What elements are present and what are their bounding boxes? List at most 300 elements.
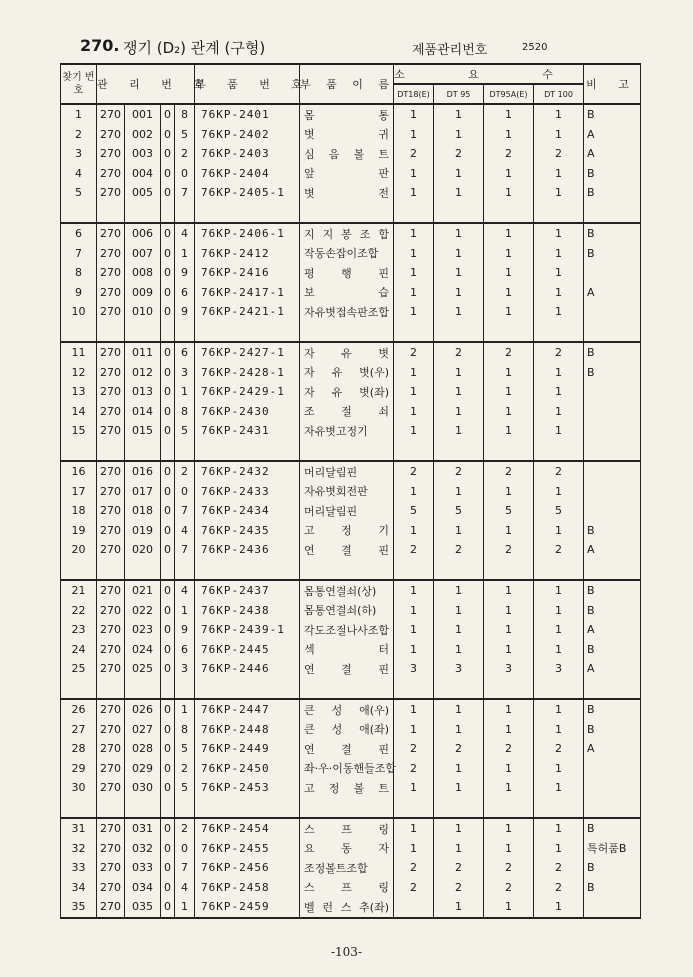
find-no: 24 xyxy=(61,640,97,660)
qty-dt18e: 2 xyxy=(394,759,434,779)
header-mgmt-no: 관 리 번 호 xyxy=(97,64,195,104)
mgmt-check: 0 xyxy=(175,839,195,859)
mgmt-serial: 002 xyxy=(125,125,161,145)
find-no: 35 xyxy=(61,897,97,918)
mgmt-zero: 0 xyxy=(161,640,175,660)
table-row xyxy=(61,601,641,621)
mgmt-zero: 0 xyxy=(161,818,175,839)
part-name: 고 정 기 xyxy=(300,521,394,541)
mgmt-serial: 030 xyxy=(125,778,161,798)
part-name: 볏 귀 xyxy=(300,125,394,145)
qty-dt18e: 1 xyxy=(394,302,434,322)
qty-dt95: 3 xyxy=(434,659,484,679)
qty-dt18e: 1 xyxy=(394,125,434,145)
qty-dt95ae: 1 xyxy=(484,482,534,502)
remark: B xyxy=(584,244,641,264)
mgmt-check: 2 xyxy=(175,461,195,482)
qty-dt100: 1 xyxy=(534,263,584,283)
mgmt-check: 1 xyxy=(175,699,195,720)
mgmt-check: 8 xyxy=(175,720,195,740)
mgmt-zero: 0 xyxy=(161,778,175,798)
part-number: 76KP-2439-1 xyxy=(195,620,300,640)
remark xyxy=(584,402,641,422)
qty-dt100: 3 xyxy=(534,659,584,679)
part-name: 고 정 볼 트 xyxy=(300,778,394,798)
find-no: 34 xyxy=(61,878,97,898)
qty-dt18e: 1 xyxy=(394,482,434,502)
mgmt-group: 270 xyxy=(97,164,125,184)
qty-dt95ae: 1 xyxy=(484,778,534,798)
qty-dt95: 1 xyxy=(434,104,484,125)
qty-dt100: 1 xyxy=(534,699,584,720)
part-number: 76KP-2429-1 xyxy=(195,382,300,402)
mgmt-group: 270 xyxy=(97,302,125,322)
table-row xyxy=(61,164,641,184)
qty-dt95ae: 2 xyxy=(484,739,534,759)
qty-dt100: 1 xyxy=(534,778,584,798)
qty-dt95: 1 xyxy=(434,382,484,402)
qty-dt95: 1 xyxy=(434,125,484,145)
qty-dt100: 1 xyxy=(534,244,584,264)
qty-dt95: 2 xyxy=(434,342,484,363)
mgmt-check: 8 xyxy=(175,104,195,125)
table-row xyxy=(61,878,641,898)
qty-dt18e: 2 xyxy=(394,342,434,363)
qty-dt95ae: 1 xyxy=(484,283,534,303)
qty-dt100: 1 xyxy=(534,421,584,441)
mgmt-check: 4 xyxy=(175,580,195,601)
qty-dt100: 1 xyxy=(534,620,584,640)
part-name: 자 유 볏 xyxy=(300,342,394,363)
qty-dt95ae: 2 xyxy=(484,540,534,560)
part-number: 76KP-2453 xyxy=(195,778,300,798)
mgmt-group: 270 xyxy=(97,878,125,898)
mgmt-serial: 031 xyxy=(125,818,161,839)
mgmt-check: 1 xyxy=(175,601,195,621)
table-body xyxy=(61,104,641,918)
mgmt-check: 9 xyxy=(175,263,195,283)
remark xyxy=(584,263,641,283)
mgmt-zero: 0 xyxy=(161,421,175,441)
qty-dt95: 1 xyxy=(434,580,484,601)
mgmt-check: 4 xyxy=(175,521,195,541)
table-row xyxy=(61,580,641,601)
mgmt-serial: 020 xyxy=(125,540,161,560)
part-name: 좌·우·이동핸들조합 xyxy=(300,759,394,779)
part-number: 76KP-2405-1 xyxy=(195,183,300,203)
qty-dt95ae: 1 xyxy=(484,839,534,859)
mgmt-serial: 012 xyxy=(125,363,161,383)
qty-dt95ae: 2 xyxy=(484,342,534,363)
mgmt-serial: 008 xyxy=(125,263,161,283)
qty-dt100: 2 xyxy=(534,878,584,898)
find-no: 17 xyxy=(61,482,97,502)
qty-dt95: 1 xyxy=(434,421,484,441)
mgmt-zero: 0 xyxy=(161,244,175,264)
remark: A xyxy=(584,620,641,640)
remark: B xyxy=(584,363,641,383)
product-mgmt-label: 제품관리번호 xyxy=(412,43,488,58)
mgmt-zero: 0 xyxy=(161,659,175,679)
table-row xyxy=(61,818,641,839)
part-number: 76KP-2427-1 xyxy=(195,342,300,363)
part-number: 76KP-2447 xyxy=(195,699,300,720)
mgmt-check: 9 xyxy=(175,620,195,640)
qty-dt95ae: 1 xyxy=(484,897,534,918)
find-no: 11 xyxy=(61,342,97,363)
qty-dt95ae: 1 xyxy=(484,580,534,601)
find-no: 4 xyxy=(61,164,97,184)
mgmt-serial: 011 xyxy=(125,342,161,363)
mgmt-serial: 025 xyxy=(125,659,161,679)
group-separator xyxy=(61,560,641,581)
mgmt-group: 270 xyxy=(97,818,125,839)
mgmt-check: 1 xyxy=(175,897,195,918)
part-name: 볏 전 xyxy=(300,183,394,203)
qty-dt100: 1 xyxy=(534,104,584,125)
mgmt-check: 3 xyxy=(175,363,195,383)
qty-dt18e: 1 xyxy=(394,283,434,303)
find-no: 30 xyxy=(61,778,97,798)
mgmt-serial: 016 xyxy=(125,461,161,482)
qty-dt95ae: 1 xyxy=(484,164,534,184)
group-separator xyxy=(61,679,641,700)
part-number: 76KP-2432 xyxy=(195,461,300,482)
qty-dt18e: 1 xyxy=(394,778,434,798)
qty-dt100: 1 xyxy=(534,580,584,601)
mgmt-serial: 013 xyxy=(125,382,161,402)
qty-dt18e: 1 xyxy=(394,839,434,859)
qty-dt95ae: 1 xyxy=(484,699,534,720)
find-no: 29 xyxy=(61,759,97,779)
remark: B xyxy=(584,720,641,740)
table-row xyxy=(61,382,641,402)
group-separator xyxy=(61,441,641,462)
mgmt-zero: 0 xyxy=(161,104,175,125)
mgmt-serial: 001 xyxy=(125,104,161,125)
remark: A xyxy=(584,125,641,145)
qty-dt95ae: 1 xyxy=(484,521,534,541)
part-number: 76KP-2428-1 xyxy=(195,363,300,383)
qty-dt18e: 1 xyxy=(394,263,434,283)
qty-dt100: 1 xyxy=(534,382,584,402)
remark: B xyxy=(584,858,641,878)
part-number: 76KP-2417-1 xyxy=(195,283,300,303)
find-no: 26 xyxy=(61,699,97,720)
qty-dt95: 2 xyxy=(434,878,484,898)
mgmt-check: 1 xyxy=(175,244,195,264)
part-number: 76KP-2434 xyxy=(195,501,300,521)
mgmt-zero: 0 xyxy=(161,540,175,560)
mgmt-zero: 0 xyxy=(161,283,175,303)
mgmt-group: 270 xyxy=(97,839,125,859)
mgmt-zero: 0 xyxy=(161,858,175,878)
mgmt-serial: 022 xyxy=(125,601,161,621)
mgmt-group: 270 xyxy=(97,104,125,125)
remark: B xyxy=(584,640,641,660)
qty-dt95: 1 xyxy=(434,640,484,660)
part-name: 조 절 쇠 xyxy=(300,402,394,422)
part-name: 보 습 xyxy=(300,283,394,303)
table-row xyxy=(61,858,641,878)
mgmt-zero: 0 xyxy=(161,363,175,383)
mgmt-check: 7 xyxy=(175,501,195,521)
table-row xyxy=(61,659,641,679)
mgmt-check: 6 xyxy=(175,342,195,363)
mgmt-group: 270 xyxy=(97,759,125,779)
table-row xyxy=(61,144,641,164)
qty-dt95ae: 1 xyxy=(484,244,534,264)
mgmt-zero: 0 xyxy=(161,620,175,640)
mgmt-group: 270 xyxy=(97,659,125,679)
qty-dt95ae: 1 xyxy=(484,302,534,322)
mgmt-check: 4 xyxy=(175,223,195,244)
qty-dt95: 1 xyxy=(434,601,484,621)
qty-dt18e: 1 xyxy=(394,164,434,184)
mgmt-check: 9 xyxy=(175,302,195,322)
qty-dt18e: 1 xyxy=(394,699,434,720)
mgmt-zero: 0 xyxy=(161,402,175,422)
mgmt-zero: 0 xyxy=(161,482,175,502)
mgmt-group: 270 xyxy=(97,620,125,640)
qty-dt95: 1 xyxy=(434,818,484,839)
qty-dt95: 1 xyxy=(434,620,484,640)
remark: A xyxy=(584,659,641,679)
part-number: 76KP-2431 xyxy=(195,421,300,441)
part-number: 76KP-2455 xyxy=(195,839,300,859)
mgmt-check: 5 xyxy=(175,778,195,798)
mgmt-serial: 032 xyxy=(125,839,161,859)
part-name: 각도조절나사조합 xyxy=(300,620,394,640)
part-number: 76KP-2430 xyxy=(195,402,300,422)
qty-dt95: 1 xyxy=(434,164,484,184)
mgmt-check: 7 xyxy=(175,540,195,560)
part-name: 스 프 링 xyxy=(300,818,394,839)
mgmt-serial: 033 xyxy=(125,858,161,878)
mgmt-group: 270 xyxy=(97,144,125,164)
mgmt-serial: 003 xyxy=(125,144,161,164)
qty-dt100: 1 xyxy=(534,720,584,740)
mgmt-zero: 0 xyxy=(161,601,175,621)
mgmt-serial: 009 xyxy=(125,283,161,303)
mgmt-serial: 029 xyxy=(125,759,161,779)
remark: B xyxy=(584,223,641,244)
part-name: 지 지 봉 조 합 xyxy=(300,223,394,244)
mgmt-serial: 006 xyxy=(125,223,161,244)
table-row xyxy=(61,699,641,720)
part-name: 연 결 핀 xyxy=(300,659,394,679)
qty-dt95ae: 1 xyxy=(484,125,534,145)
qty-dt18e: 1 xyxy=(394,244,434,264)
mgmt-group: 270 xyxy=(97,125,125,145)
remark xyxy=(584,501,641,521)
part-name: 자유볏접속판조합 xyxy=(300,302,394,322)
qty-dt95: 1 xyxy=(434,521,484,541)
qty-dt100: 2 xyxy=(534,858,584,878)
find-no: 7 xyxy=(61,244,97,264)
qty-dt95: 1 xyxy=(434,778,484,798)
part-name: 몸통연결쇠(하) xyxy=(300,601,394,621)
header-qty: 소 요 수 xyxy=(394,64,584,84)
part-name: 몸통연결쇠(상) xyxy=(300,580,394,601)
qty-dt95: 1 xyxy=(434,363,484,383)
part-number: 76KP-2454 xyxy=(195,818,300,839)
mgmt-serial: 021 xyxy=(125,580,161,601)
qty-dt18e: 1 xyxy=(394,104,434,125)
remark xyxy=(584,421,641,441)
part-number: 76KP-2459 xyxy=(195,897,300,918)
remark: A xyxy=(584,540,641,560)
group-separator xyxy=(61,203,641,224)
mgmt-zero: 0 xyxy=(161,183,175,203)
qty-dt95ae: 1 xyxy=(484,421,534,441)
mgmt-serial: 034 xyxy=(125,878,161,898)
table-row xyxy=(61,244,641,264)
remark xyxy=(584,482,641,502)
mgmt-serial: 005 xyxy=(125,183,161,203)
part-name: 심 음 볼 트 xyxy=(300,144,394,164)
remark xyxy=(584,302,641,322)
mgmt-check: 0 xyxy=(175,482,195,502)
qty-dt100: 5 xyxy=(534,501,584,521)
section-title: 쟁기 (D₂) 관계 (구형) xyxy=(123,39,266,57)
remark: B xyxy=(584,342,641,363)
part-name: 작동손잡이조합 xyxy=(300,244,394,264)
find-no: 13 xyxy=(61,382,97,402)
qty-dt95: 1 xyxy=(434,402,484,422)
find-no: 2 xyxy=(61,125,97,145)
mgmt-serial: 028 xyxy=(125,739,161,759)
mgmt-group: 270 xyxy=(97,858,125,878)
part-number: 76KP-2450 xyxy=(195,759,300,779)
qty-dt95ae: 2 xyxy=(484,878,534,898)
qty-dt100: 2 xyxy=(534,144,584,164)
header-remark: 비 고 xyxy=(584,64,641,104)
qty-dt100: 2 xyxy=(534,461,584,482)
mgmt-group: 270 xyxy=(97,640,125,660)
mgmt-group: 270 xyxy=(97,223,125,244)
table-row xyxy=(61,125,641,145)
mgmt-group: 270 xyxy=(97,699,125,720)
part-name: 자 유 볏(좌) xyxy=(300,382,394,402)
mgmt-group: 270 xyxy=(97,402,125,422)
mgmt-group: 270 xyxy=(97,580,125,601)
table-row xyxy=(61,620,641,640)
table-row xyxy=(61,540,641,560)
find-no: 33 xyxy=(61,858,97,878)
qty-dt18e: 2 xyxy=(394,878,434,898)
page-header xyxy=(0,0,693,62)
qty-dt95ae: 1 xyxy=(484,223,534,244)
table-row xyxy=(61,302,641,322)
mgmt-zero: 0 xyxy=(161,342,175,363)
part-name: 머리달림핀 xyxy=(300,461,394,482)
remark: B xyxy=(584,521,641,541)
find-no: 3 xyxy=(61,144,97,164)
part-number: 76KP-2421-1 xyxy=(195,302,300,322)
qty-dt18e: 2 xyxy=(394,461,434,482)
qty-dt95ae: 1 xyxy=(484,759,534,779)
remark xyxy=(584,461,641,482)
remark xyxy=(584,759,641,779)
mgmt-group: 270 xyxy=(97,778,125,798)
table-row xyxy=(61,283,641,303)
remark: A xyxy=(584,144,641,164)
qty-dt95ae: 5 xyxy=(484,501,534,521)
qty-dt18e: 1 xyxy=(394,421,434,441)
mgmt-zero: 0 xyxy=(161,125,175,145)
mgmt-group: 270 xyxy=(97,540,125,560)
mgmt-zero: 0 xyxy=(161,144,175,164)
table-header xyxy=(61,64,641,104)
remark: B xyxy=(584,601,641,621)
qty-dt95: 1 xyxy=(434,302,484,322)
part-name: 벨 런 스 추(좌) xyxy=(300,897,394,918)
find-no: 19 xyxy=(61,521,97,541)
remark: B xyxy=(584,164,641,184)
mgmt-group: 270 xyxy=(97,244,125,264)
part-name: 머리달림핀 xyxy=(300,501,394,521)
qty-dt95ae: 1 xyxy=(484,620,534,640)
find-no: 5 xyxy=(61,183,97,203)
qty-dt100: 1 xyxy=(534,283,584,303)
mgmt-check: 5 xyxy=(175,739,195,759)
qty-dt18e: 1 xyxy=(394,720,434,740)
qty-dt95ae: 1 xyxy=(484,402,534,422)
qty-dt95: 1 xyxy=(434,223,484,244)
find-no: 22 xyxy=(61,601,97,621)
table-row xyxy=(61,402,641,422)
header-model-dt18e: DT18(E) xyxy=(394,84,434,104)
mgmt-serial: 007 xyxy=(125,244,161,264)
qty-dt18e: 1 xyxy=(394,402,434,422)
qty-dt18e: 5 xyxy=(394,501,434,521)
qty-dt100: 1 xyxy=(534,402,584,422)
mgmt-zero: 0 xyxy=(161,699,175,720)
part-name: 섹 터 xyxy=(300,640,394,660)
part-number: 76KP-2436 xyxy=(195,540,300,560)
mgmt-check: 5 xyxy=(175,421,195,441)
qty-dt100: 2 xyxy=(534,739,584,759)
part-number: 76KP-2416 xyxy=(195,263,300,283)
table-row xyxy=(61,778,641,798)
remark: A xyxy=(584,283,641,303)
table-row xyxy=(61,720,641,740)
qty-dt95ae: 1 xyxy=(484,720,534,740)
parts-table xyxy=(60,63,641,919)
find-no: 15 xyxy=(61,421,97,441)
header-part-name: 부 품 이 름 xyxy=(300,64,394,104)
mgmt-serial: 014 xyxy=(125,402,161,422)
mgmt-zero: 0 xyxy=(161,878,175,898)
qty-dt100: 1 xyxy=(534,223,584,244)
qty-dt18e: 1 xyxy=(394,521,434,541)
part-number: 76KP-2437 xyxy=(195,580,300,601)
qty-dt100: 1 xyxy=(534,363,584,383)
qty-dt95ae: 1 xyxy=(484,601,534,621)
qty-dt95: 1 xyxy=(434,759,484,779)
header-find-no: 찾기 번호 xyxy=(61,64,97,104)
mgmt-check: 2 xyxy=(175,818,195,839)
table-row xyxy=(61,739,641,759)
part-number: 76KP-2404 xyxy=(195,164,300,184)
find-no: 10 xyxy=(61,302,97,322)
part-number: 76KP-2402 xyxy=(195,125,300,145)
mgmt-check: 6 xyxy=(175,283,195,303)
qty-dt95: 2 xyxy=(434,858,484,878)
qty-dt18e: 1 xyxy=(394,363,434,383)
mgmt-check: 5 xyxy=(175,125,195,145)
